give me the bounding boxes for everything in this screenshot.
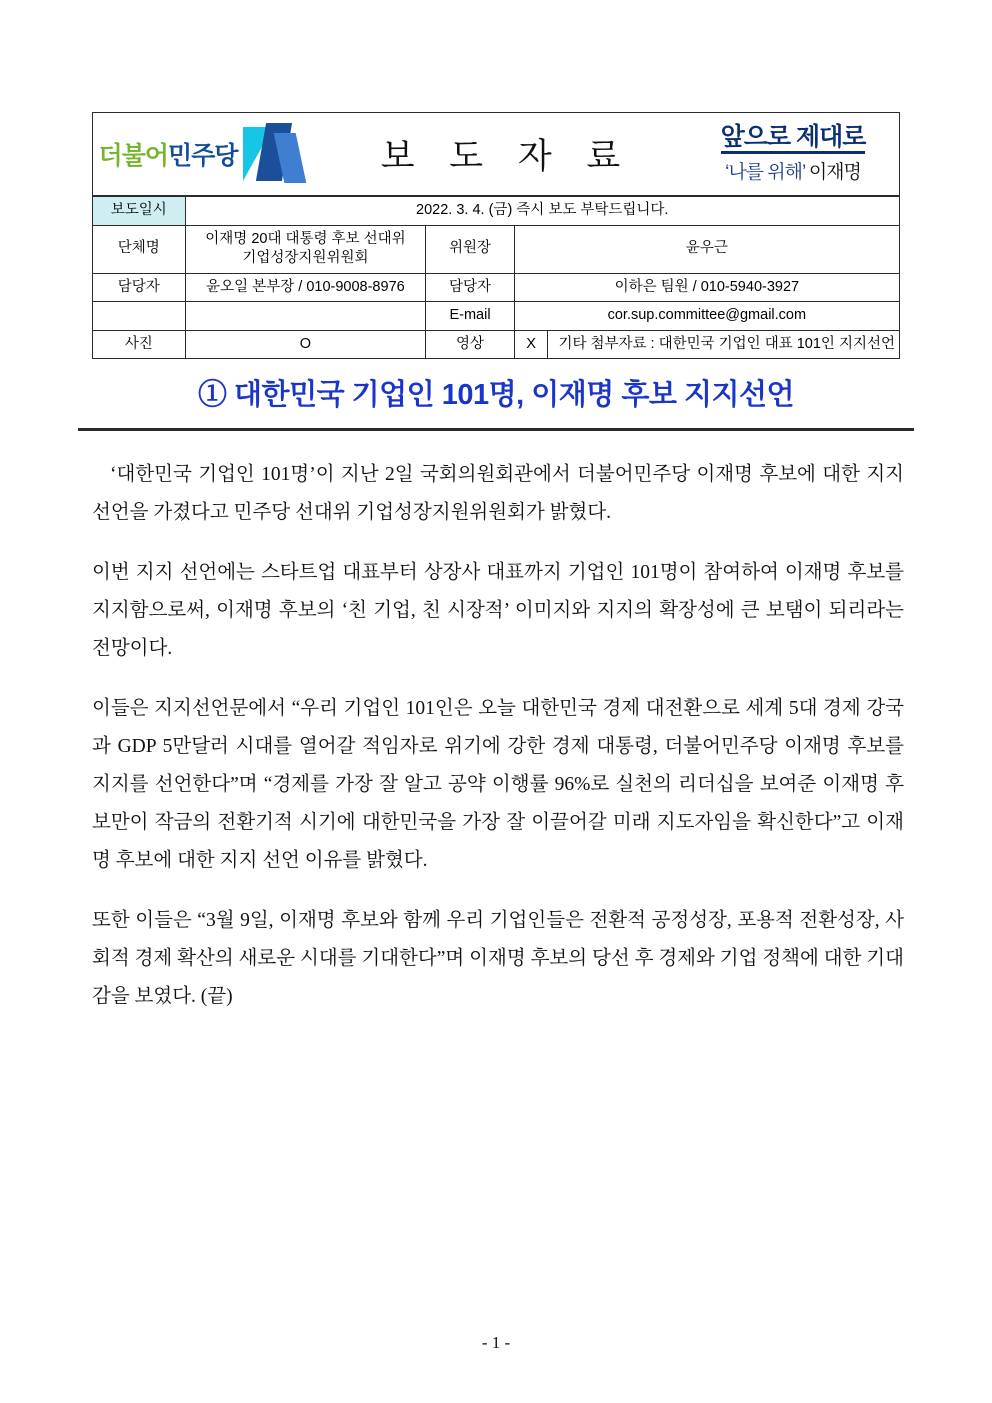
party-logo-text-green: 더불어 — [98, 142, 168, 170]
photo-value: O — [185, 330, 426, 359]
chair-label: 위원장 — [426, 225, 514, 273]
table-row — [93, 197, 900, 226]
page-title: ① 대한민국 기업인 101명, 이재명 후보 지지선언 — [197, 379, 795, 411]
table-row — [93, 330, 900, 359]
party-logo — [93, 113, 313, 195]
org-value-line2: 기업성장지원위원회 — [242, 250, 369, 267]
campaign-slogan — [687, 113, 899, 195]
contact-label: 담당자 — [93, 273, 186, 302]
paragraph-2: 이번 지지 선언에는 스타트업 대표부터 상장사 대표까지 기업인 101명이 참여하여 이재명 후보를 지지함으로써, 이재명 후보의 ‘친 기업, 친 시장적’ 이미지와 지지의 확장성에 큰 보탬이 되리라는 전망이다. — [92, 562, 904, 659]
attachment-value: 기타 첨부자료 : 대한민국 기업인 대표 101인 지지선언 — [548, 330, 900, 359]
contact2-value: 이하은 팀원 / 010-5940-3927 — [514, 273, 899, 302]
photo-label: 사진 — [93, 330, 186, 359]
party-emblem-icon — [243, 123, 307, 185]
org-value — [185, 225, 426, 273]
body-content — [92, 456, 904, 1038]
empty-cell-2 — [185, 302, 426, 331]
empty-cell-1 — [93, 302, 186, 331]
release-date-label: 보도일시 — [93, 197, 186, 226]
paragraph-4: 또한 이들은 “3월 9일, 이재명 후보와 함께 우리 기업인들은 전환적 공정성장, 포용적 전환성장, 사회적 경제 확산의 새로운 시대를 기대한다”며 이재명 후보의 당선 후 경제와 기업 정책에 대한 기대감을 보였다. (끝) — [92, 910, 904, 1007]
contact-value: 윤오일 본부장 / 010-9008-8976 — [185, 273, 426, 302]
document-type-title: 보 도 자 료 — [380, 137, 634, 176]
paragraph-1: ‘대한민국 기업인 101명’이 지난 2일 국회의원회관에서 더불어민주당 이재명 후보에 대한 지지 선언을 가졌다고 민주당 선대위 기업성장지원위원회가 밝혔다. — [92, 464, 904, 523]
table-row — [93, 302, 900, 331]
slogan-candidate-name: 이재명 — [804, 162, 861, 184]
press-info-table — [92, 196, 900, 359]
table-row — [93, 273, 900, 302]
table-row — [93, 225, 900, 273]
party-logo-text-blue: 민주당 — [168, 142, 238, 170]
page-number: - 1 - — [481, 1333, 511, 1352]
title-divider — [78, 428, 914, 431]
email-value: cor.sup.committee@gmail.com — [514, 302, 899, 331]
org-label: 단체명 — [93, 225, 186, 273]
paragraph-3: 이들은 지지선언문에서 “우리 기업인 101인은 오늘 대한민국 경제 대전환으로 세계 5대 경제 강국과 GDP 5만달러 시대를 열어갈 적임자로 위기에 강한 경제 대통령, 더불어민주당 이재명 후보를 지지를 선언한다”며 “경제를 가장 잘 알고 공약 이행률 96%로 실천의 리더십을 보여준 이재명 후보만이 작금의 전환기적 시기에 대한민국을 가장 잘 이끌어갈 미래 지도자임을 확신한다”고 이재명 후보에 대한 지지 선언 이유를 밝혔다. — [92, 698, 904, 871]
contact2-label: 담당자 — [426, 273, 514, 302]
org-value-line1: 이재명 20대 대통령 후보 선대위 — [205, 230, 406, 247]
document-header — [92, 112, 900, 196]
release-date-value: 2022. 3. 4. (금) 즉시 보도 부탁드립니다. — [185, 197, 899, 226]
video-label: 영상 — [426, 330, 514, 359]
email-label: E-mail — [426, 302, 514, 331]
slogan-top-text: 앞으로 제대로 — [721, 124, 866, 154]
slogan-quote-text: ‘나를 위해’ — [725, 162, 805, 184]
video-value: X — [514, 330, 548, 359]
chair-value: 윤우근 — [514, 225, 899, 273]
